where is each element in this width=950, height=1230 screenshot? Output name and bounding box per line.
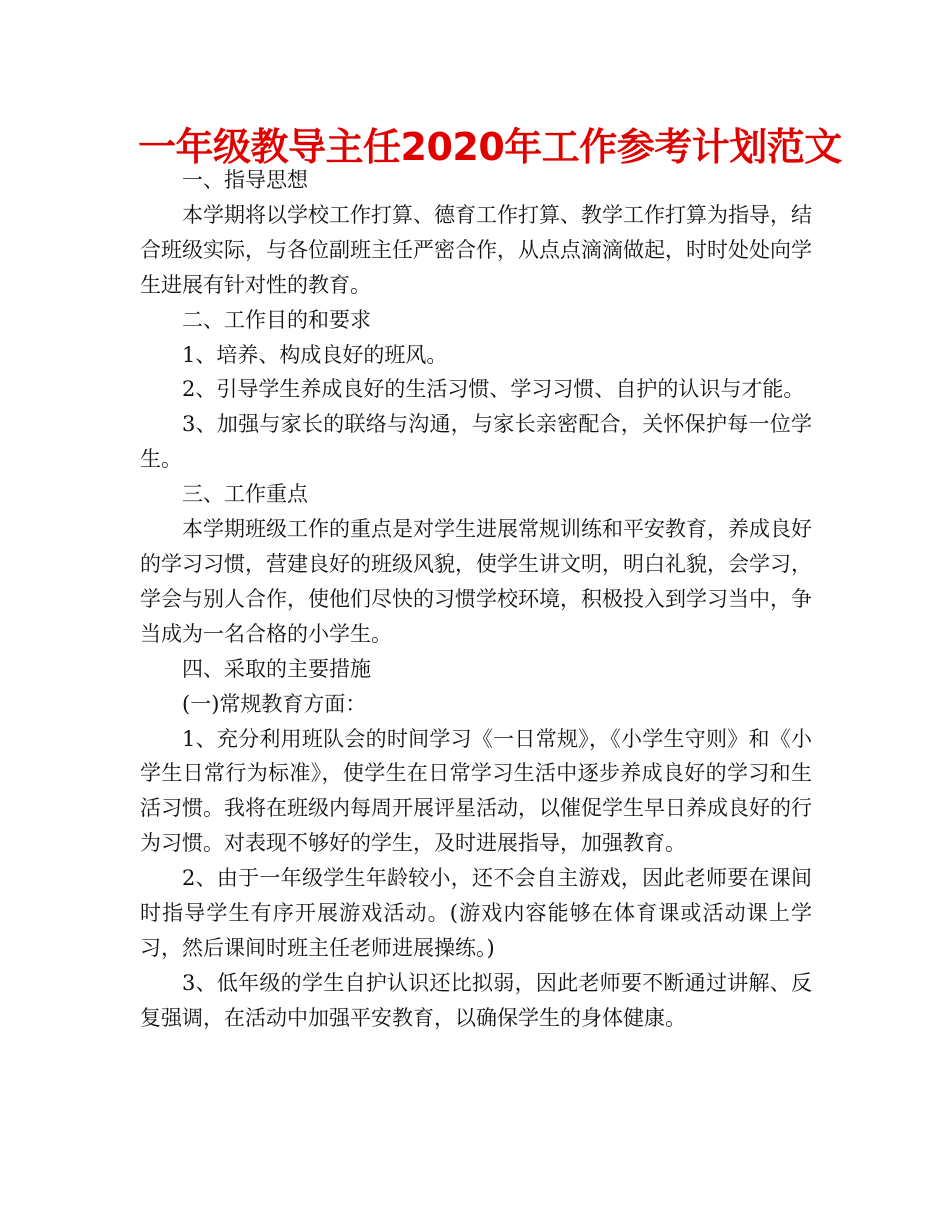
subsection-heading: (一)常规教育方面：	[182, 691, 367, 716]
list-item: 2、由于一年级学生年龄较小，还不会自主游戏，因此老师要在课间时指导学生有序开展游戏活动。(游戏内容能够在体育课或活动课上学习，然后课间时班主任老师进展操练。)	[140, 866, 812, 960]
document-body	[140, 163, 812, 1036]
section-heading: 三、工作重点	[182, 482, 308, 507]
document-title: 一年级教导主任2020年工作参考计划范文	[138, 125, 842, 169]
list-item: 1、培养、构成良好的班风。	[182, 342, 448, 367]
list-item: 3、低年级的学生自护认识还比拟弱，因此老师要不断通过讲解、反复强调，在活动中加强平安教育，以确保学生的身体健康。	[140, 970, 812, 1030]
section-heading: 四、采取的主要措施	[182, 656, 371, 681]
list-item: 1、充分利用班队会的时间学习《一日常规》，《小学生守则》和《小学生日常行为标准》，使学生在日常学习生活中逐步养成良好的学习和生活习惯。我将在班级内每周开展评星活动，以催促学生早日养成良好的行为习惯。对表现不够好的学生，及时进展指导，加强教育。	[140, 726, 812, 856]
section-heading: 一、指导思想	[182, 168, 308, 192]
paragraph: 本学期将以学校工作打算、德育工作打算、教学工作打算为指导，结合班级实际，与各位副班主任严密合作，从点点滴滴做起，时时处处向学生进展有针对性的教育。	[140, 202, 812, 297]
section-heading: 二、工作目的和要求	[182, 307, 371, 332]
paragraph: 本学期班级工作的重点是对学生进展常规训练和平安教育，养成良好的学习习惯，营建良好的班级风貌，使学生讲文明，明白礼貌，会学习，学会与别人合作，使他们尽快的习惯学校环境，积极投入到学习当中，争当成为一名合格的小学生。	[140, 517, 812, 646]
list-item: 2、引导学生养成良好的生活习惯、学习习惯、自护的认识与才能。	[182, 377, 805, 402]
list-item: 3、加强与家长的联络与沟通，与家长亲密配合，关怀保护每一位学生。	[140, 412, 812, 472]
